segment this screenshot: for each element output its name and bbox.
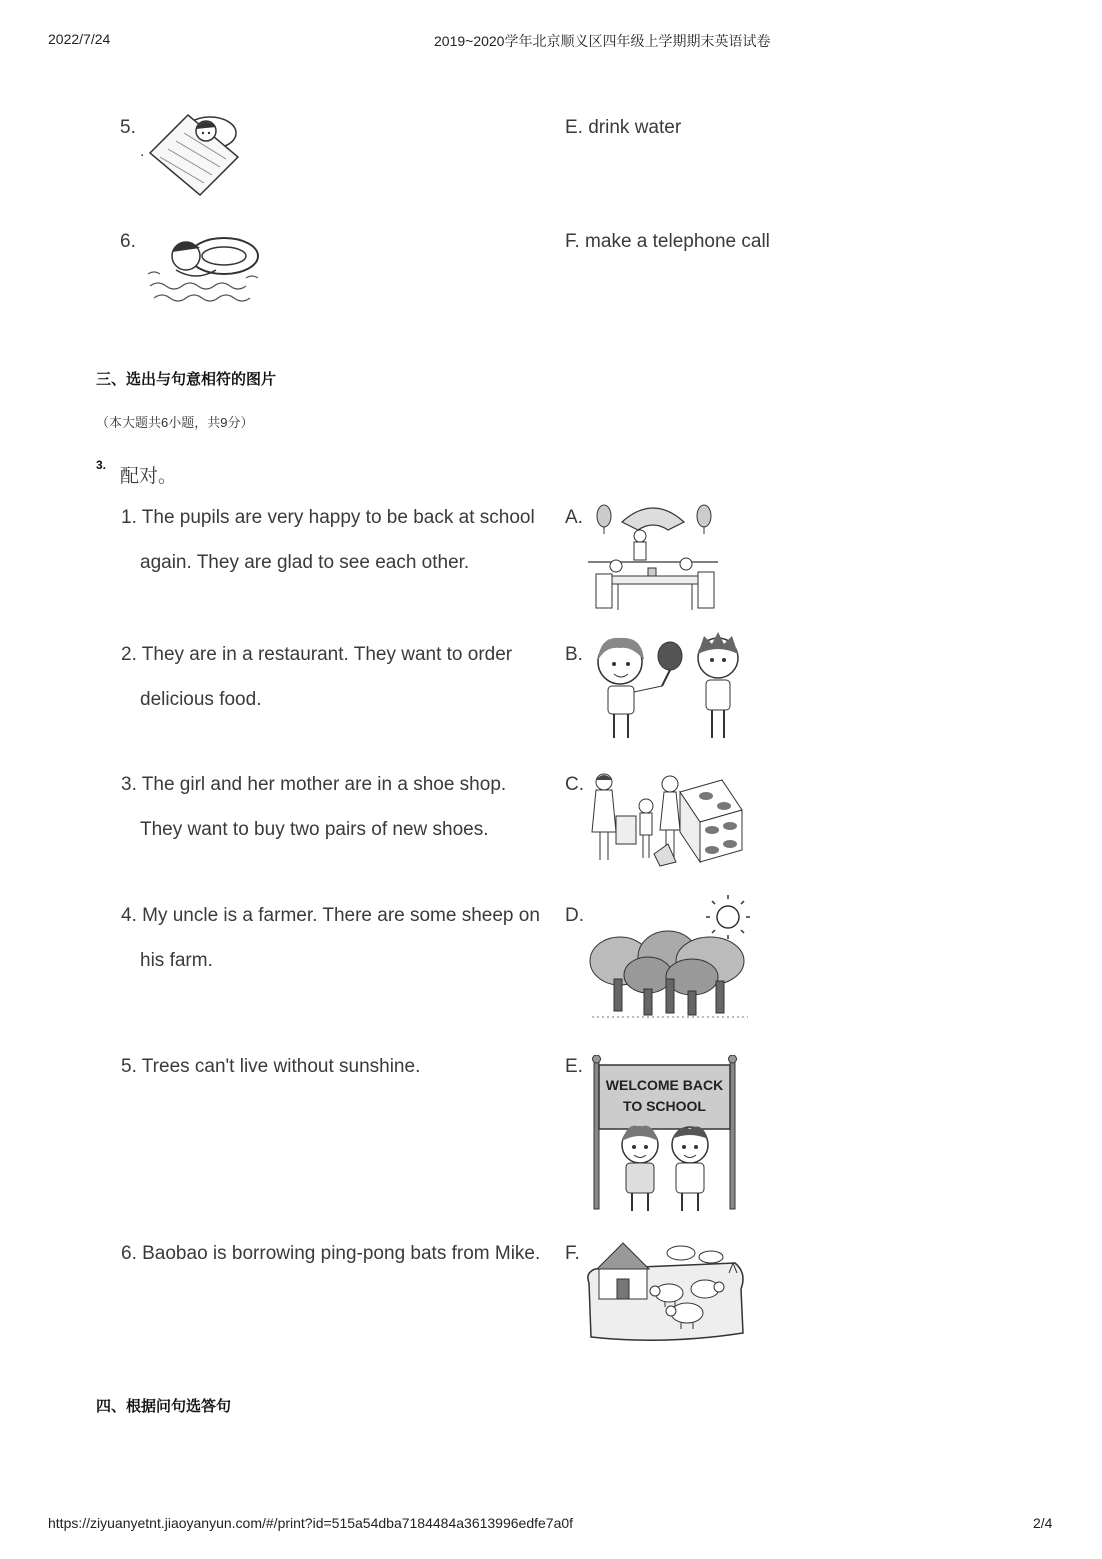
welcome-sign-icon [588, 1055, 746, 1217]
sentence-1-line1: 1. The pupils are very happy to be back at school [121, 507, 535, 528]
print-date: 2022/7/24 [48, 31, 111, 47]
shoe-shop-icon [588, 770, 744, 870]
option-letter-b: B. [565, 644, 583, 665]
option-letter-a: A. [565, 507, 583, 528]
restaurant-scene-icon [588, 500, 718, 612]
section-4-title: 四、根据问句选答句 [96, 1398, 232, 1415]
question-instruction: 配对。 [120, 466, 178, 487]
option-letter-f: F. [565, 1243, 580, 1264]
item-number: 6. [120, 231, 136, 252]
question-number: 3. [96, 458, 107, 472]
sentence-4-line2: his farm. [140, 950, 213, 971]
swimming-boy-icon [146, 226, 264, 310]
section-3-title: 三、选出与句意相符的图片 [96, 371, 277, 388]
option-e-text: E. drink water [565, 117, 682, 138]
option-f-text: F. make a telephone call [565, 231, 770, 252]
sleeping-girl-icon [148, 105, 240, 197]
sentence-2-line2: delicious food. [140, 689, 262, 710]
sentence-3-line1: 3. The girl and her mother are in a shoe shop. [121, 774, 507, 795]
section-3-note: （本大题共6小题，共9分） [96, 415, 254, 430]
item-number: 5. [120, 117, 136, 138]
page-number: 2/4 [1033, 1515, 1053, 1531]
sentence-5-line1: 5. Trees can't live without sunshine. [121, 1056, 421, 1077]
sign-text-line2: TO SCHOOL [623, 1098, 706, 1114]
option-letter-e: E. [565, 1056, 583, 1077]
stray-dot: . [140, 143, 145, 160]
sentence-4-line1: 4. My uncle is a farmer. There are some sheep on [121, 905, 540, 926]
sentence-1-line2: again. They are glad to see each other. [140, 552, 470, 573]
trees-sun-icon [588, 895, 752, 1030]
document-title: 2019~2020学年北京顺义区四年级上学期期末英语试卷 [434, 33, 771, 49]
option-letter-d: D. [565, 905, 584, 926]
ping-pong-kids-icon [586, 630, 748, 748]
page-url: https://ziyuanyetnt.jiaoyanyun.com/#/print?id=515a54dba7184484a3613996edfe7a0f [48, 1515, 574, 1531]
sentence-6-line1: 6. Baobao is borrowing ping-pong bats from Mike. [121, 1243, 541, 1264]
farm-sheep-icon [585, 1233, 747, 1343]
option-letter-c: C. [565, 774, 584, 795]
sentence-2-line1: 2. They are in a restaurant. They want to order [121, 644, 513, 665]
sentence-3-line2: They want to buy two pairs of new shoes. [140, 819, 489, 840]
sign-text-line1: WELCOME BACK [605, 1077, 724, 1093]
